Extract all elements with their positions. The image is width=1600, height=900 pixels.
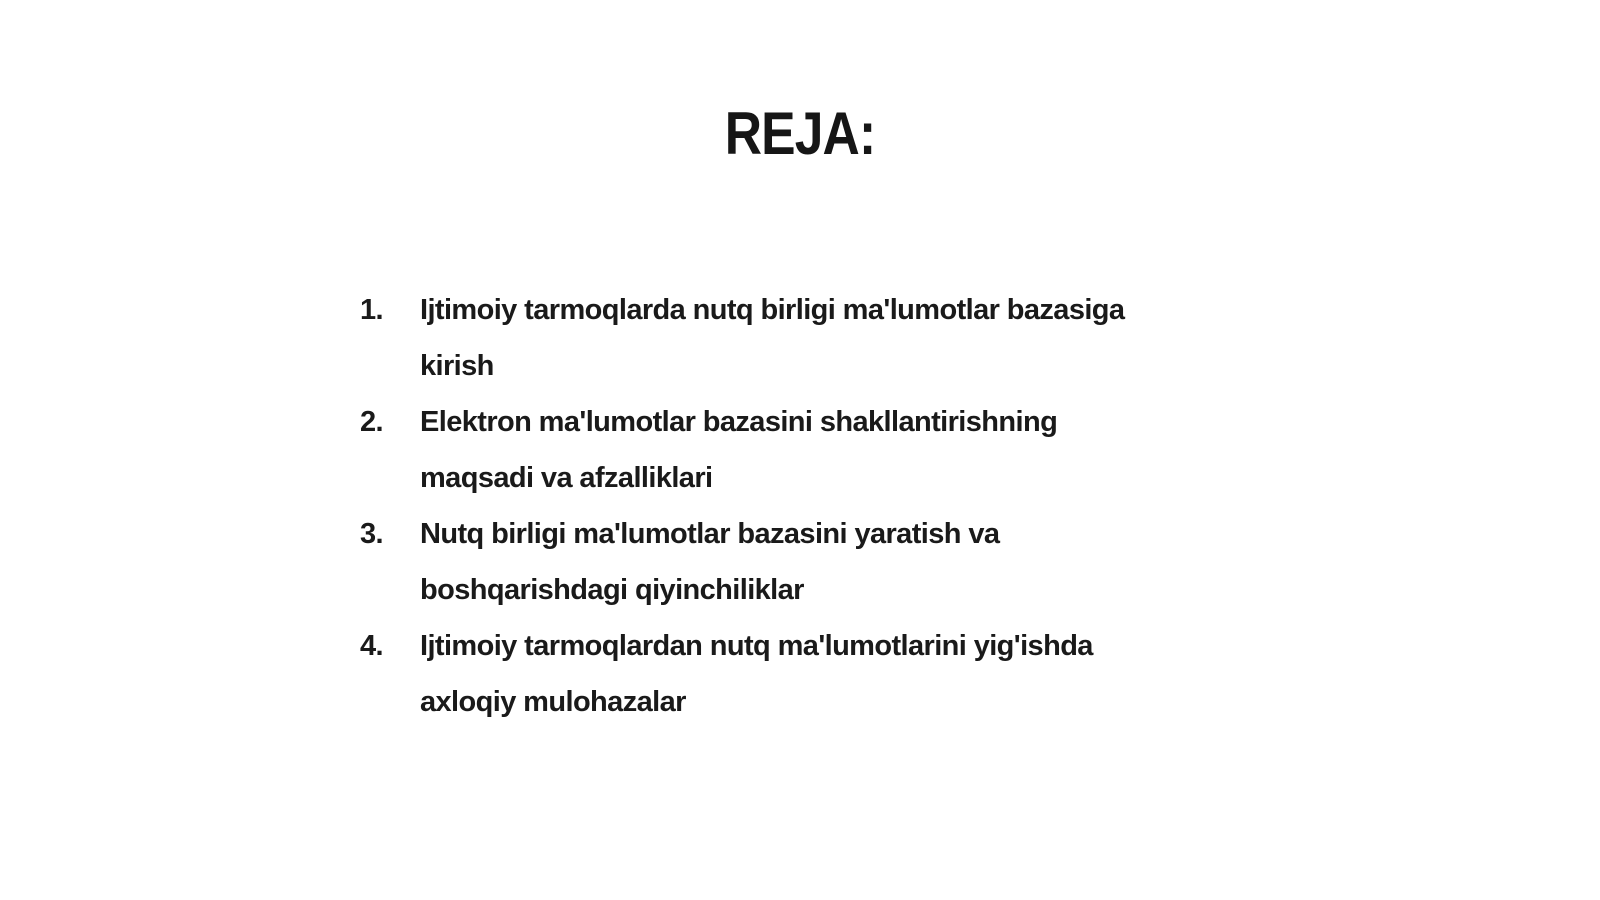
- slide-title: REJA:: [724, 100, 876, 167]
- list-item: [360, 282, 1260, 394]
- list-item: [360, 394, 1260, 506]
- list-item-text: Elektron ma'lumotlar bazasini shakllantirishning maqsadi va afzalliklari: [420, 406, 1058, 494]
- list-item-number: 3.: [360, 518, 383, 550]
- list-item-number: 4.: [360, 630, 383, 662]
- list-item-number: 2.: [360, 406, 383, 438]
- list-item-text: Ijtimoiy tarmoqlarda nutq birligi ma'lumotlar bazasiga kirish: [420, 294, 1125, 382]
- list-item-text: Ijtimoiy tarmoqlardan nutq ma'lumotlarini yig'ishda axloqiy mulohazalar: [420, 630, 1093, 718]
- list-item-number: 1.: [360, 294, 383, 326]
- list-item: [360, 618, 1260, 730]
- list-item: [360, 506, 1260, 618]
- list-item-text: Nutq birligi ma'lumotlar bazasini yaratish va boshqarishdagi qiyinchiliklar: [420, 518, 1000, 606]
- agenda-list: [360, 282, 1260, 730]
